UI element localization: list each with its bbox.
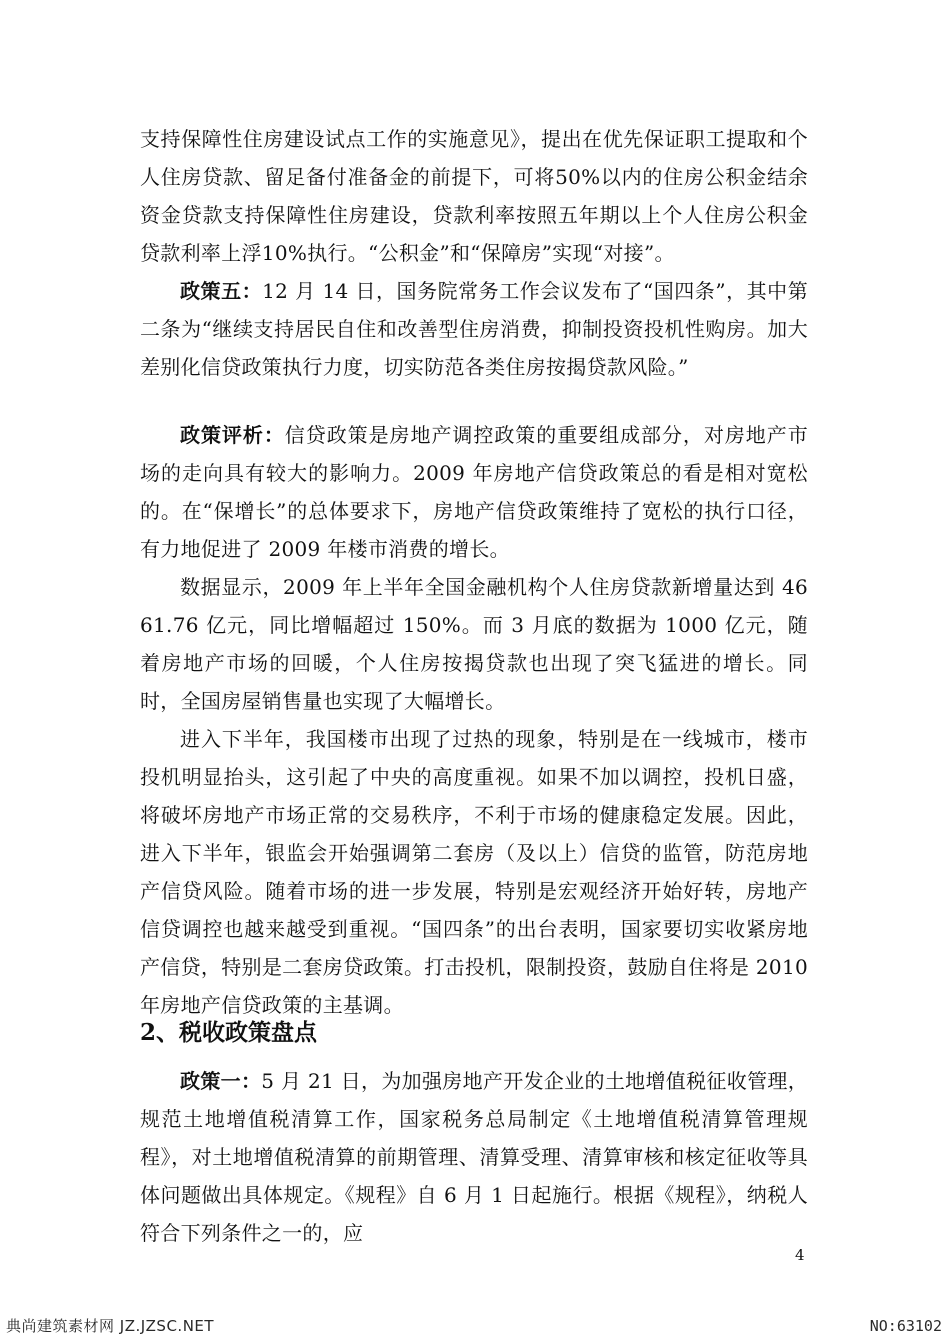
page-number: 4 bbox=[795, 1246, 805, 1264]
policy-analysis-lead: 政策评析： bbox=[180, 423, 285, 447]
policy-one-lead: 政策一： bbox=[180, 1069, 262, 1093]
paragraph-1-text: 支持保障性住房建设试点工作的实施意见》，提出在优先保证职工提取和个人住房贷款、留足备付准备金的前提下，可将50%以内的住房公积金结余资金贷款支持保障性住房建设，贷款利率按照五年期以上个人住房公积金贷款利率上浮10%执行。“公积金”和“保障房”实现“对接”。 bbox=[140, 127, 808, 265]
paragraph-second-half bbox=[140, 720, 808, 1024]
paragraph-data-text: 数据显示，2009 年上半年全国金融机构个人住房贷款新增量达到 4661.76 亿元，同比增幅超过 150%。而 3 月底的数据为 1000 亿元，随着房地产市场的回暖，个人住房按揭贷款也出现了突飞猛进的增长。同时，全国房屋销售量也实现了大幅增长。 bbox=[140, 575, 808, 713]
paragraph-data bbox=[140, 568, 808, 720]
policy-analysis-text: 信贷政策是房地产调控政策的重要组成部分，对房地产市场的走向具有较大的影响力。2009 年房地产信贷政策总的看是相对宽松的。在“保增长”的总体要求下，房地产信贷政策维持了宽松的执行口径，有力地促进了 2009 年楼市消费的增长。 bbox=[140, 423, 809, 561]
policy-five-text: 12 月 14 日，国务院常务工作会议发布了“国四条”，其中第二条为“继续支持居民自住和改善型住房消费，抑制投资投机性购房。加大差别化信贷政策执行力度，切实防范各类住房按揭贷款风险。” bbox=[140, 279, 808, 379]
paragraph-second-half-text: 进入下半年，我国楼市出现了过热的现象，特别是在一线城市，楼市投机明显抬头，这引起了中央的高度重视。如果不加以调控，投机日盛，将破坏房地产市场正常的交易秩序，不利于市场的健康稳定发展。因此，进入下半年，银监会开始强调第二套房（及以上）信贷的监管，防范房地产信贷风险。随着市场的进一步发展，特别是宏观经济开始好转，房地产信贷调控也越来越受到重视。“国四条”的出台表明，国家要切实收紧房地产信贷，特别是二套房贷政策。打击投机，限制投资，鼓励自住将是 2010 年房地产信贷政策的主基调。 bbox=[140, 727, 808, 1017]
policy-five-lead: 政策五： bbox=[180, 279, 263, 303]
paragraph-policy-analysis bbox=[140, 416, 808, 568]
paragraph-1 bbox=[140, 120, 808, 272]
paragraph-policy-five bbox=[140, 272, 808, 386]
footer-watermark-right: NO:63102 bbox=[869, 1317, 942, 1335]
policy-one-text: 5 月 21 日，为加强房地产开发企业的土地增值税征收管理，规范土地增值税清算工作，国家税务总局制定《土地增值税清算管理规程》，对土地增值税清算的前期管理、清算受理、清算审核和核定征收等具体问题做出具体规定。《规程》自 6 月 1 日起施行。根据《规程》，纳税人符合下列条件之一的，应 bbox=[140, 1069, 809, 1245]
paragraph-policy-one bbox=[140, 1062, 808, 1252]
footer-watermark-left: 典尚建筑素材网 JZ.JZSC.NET bbox=[6, 1317, 215, 1335]
section-heading: 2、税收政策盘点 bbox=[140, 1019, 318, 1046]
